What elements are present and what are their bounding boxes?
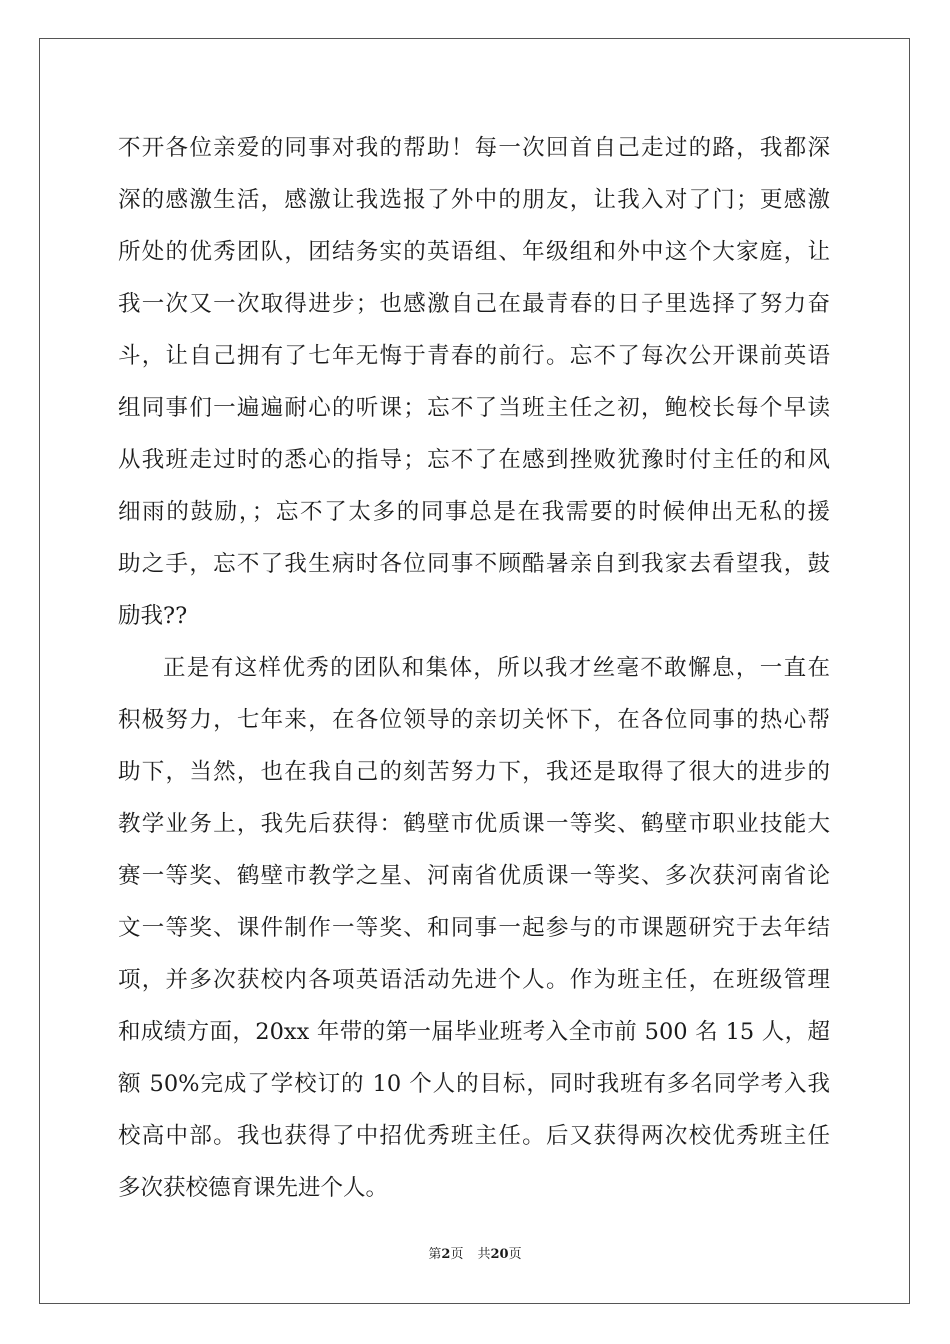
text-line: 赛一等奖、鹤壁市教学之星、河南省优质课一等奖、多次获河南省论 xyxy=(118,863,830,889)
page-number: 2 xyxy=(441,1247,451,1262)
total-suffix: 页 xyxy=(508,1247,522,1262)
page-suffix: 页 xyxy=(450,1247,464,1262)
text-line: 组同事们一遍遍耐心的听课；忘不了当班主任之初，鲍校长每个早读 xyxy=(118,395,830,421)
text-line: 励我?? xyxy=(118,603,188,629)
text-line: 和成绩方面，20xx 年带的第一届毕业班考入全市前 500 名 15 人，超 xyxy=(118,1019,830,1045)
text-line-indented: 正是有这样优秀的团队和集体，所以我才丝毫不敢懈息，一直在 xyxy=(163,655,830,681)
page-footer xyxy=(0,1245,950,1265)
text-line: 从我班走过时的悉心的指导；忘不了在感到挫败犹豫时付主任的和风 xyxy=(118,447,830,473)
text-line: 教学业务上，我先后获得：鹤壁市优质课一等奖、鹤壁市职业技能大 xyxy=(118,811,830,837)
text-line: 深的感激生活，感激让我选报了外中的朋友，让我入对了门；更感激 xyxy=(118,187,830,213)
text-line: 多次获校德育课先进个人。 xyxy=(118,1175,389,1201)
text-line: 校高中部。我也获得了中招优秀班主任。后又获得两次校优秀班主任 xyxy=(118,1123,830,1149)
text-line: 所处的优秀团队，团结务实的英语组、年级组和外中这个大家庭，让 xyxy=(118,239,830,265)
total-pages: 20 xyxy=(490,1247,509,1262)
total-prefix: 共 xyxy=(477,1247,491,1262)
text-line: 项，并多次获校内各项英语活动先进个人。作为班主任，在班级管理 xyxy=(118,967,830,993)
page-prefix: 第 xyxy=(428,1247,442,1262)
text-line: 助之手，忘不了我生病时各位同事不顾酷暑亲自到我家去看望我，鼓 xyxy=(118,551,830,577)
text-line: 不开各位亲爱的同事对我的帮助！每一次回首自己走过的路，我都深 xyxy=(118,135,830,161)
text-line: 细雨的鼓励，；忘不了太多的同事总是在我需要的时候伸出无私的援 xyxy=(118,499,830,525)
text-line: 额 50%完成了学校订的 10 个人的目标，同时我班有多名同学考入我 xyxy=(118,1071,830,1097)
text-line: 积极努力，七年来，在各位领导的亲切关怀下，在各位同事的热心帮 xyxy=(118,707,830,733)
text-line: 助下，当然，也在我自己的刻苦努力下，我还是取得了很大的进步的 xyxy=(118,759,830,785)
text-line: 我一次又一次取得进步；也感激自己在最青春的日子里选择了努力奋 xyxy=(118,291,830,317)
text-line: 斗，让自己拥有了七年无悔于青春的前行。忘不了每次公开课前英语 xyxy=(118,343,830,369)
text-line: 文一等奖、课件制作一等奖、和同事一起参与的市课题研究于去年结 xyxy=(118,915,830,941)
